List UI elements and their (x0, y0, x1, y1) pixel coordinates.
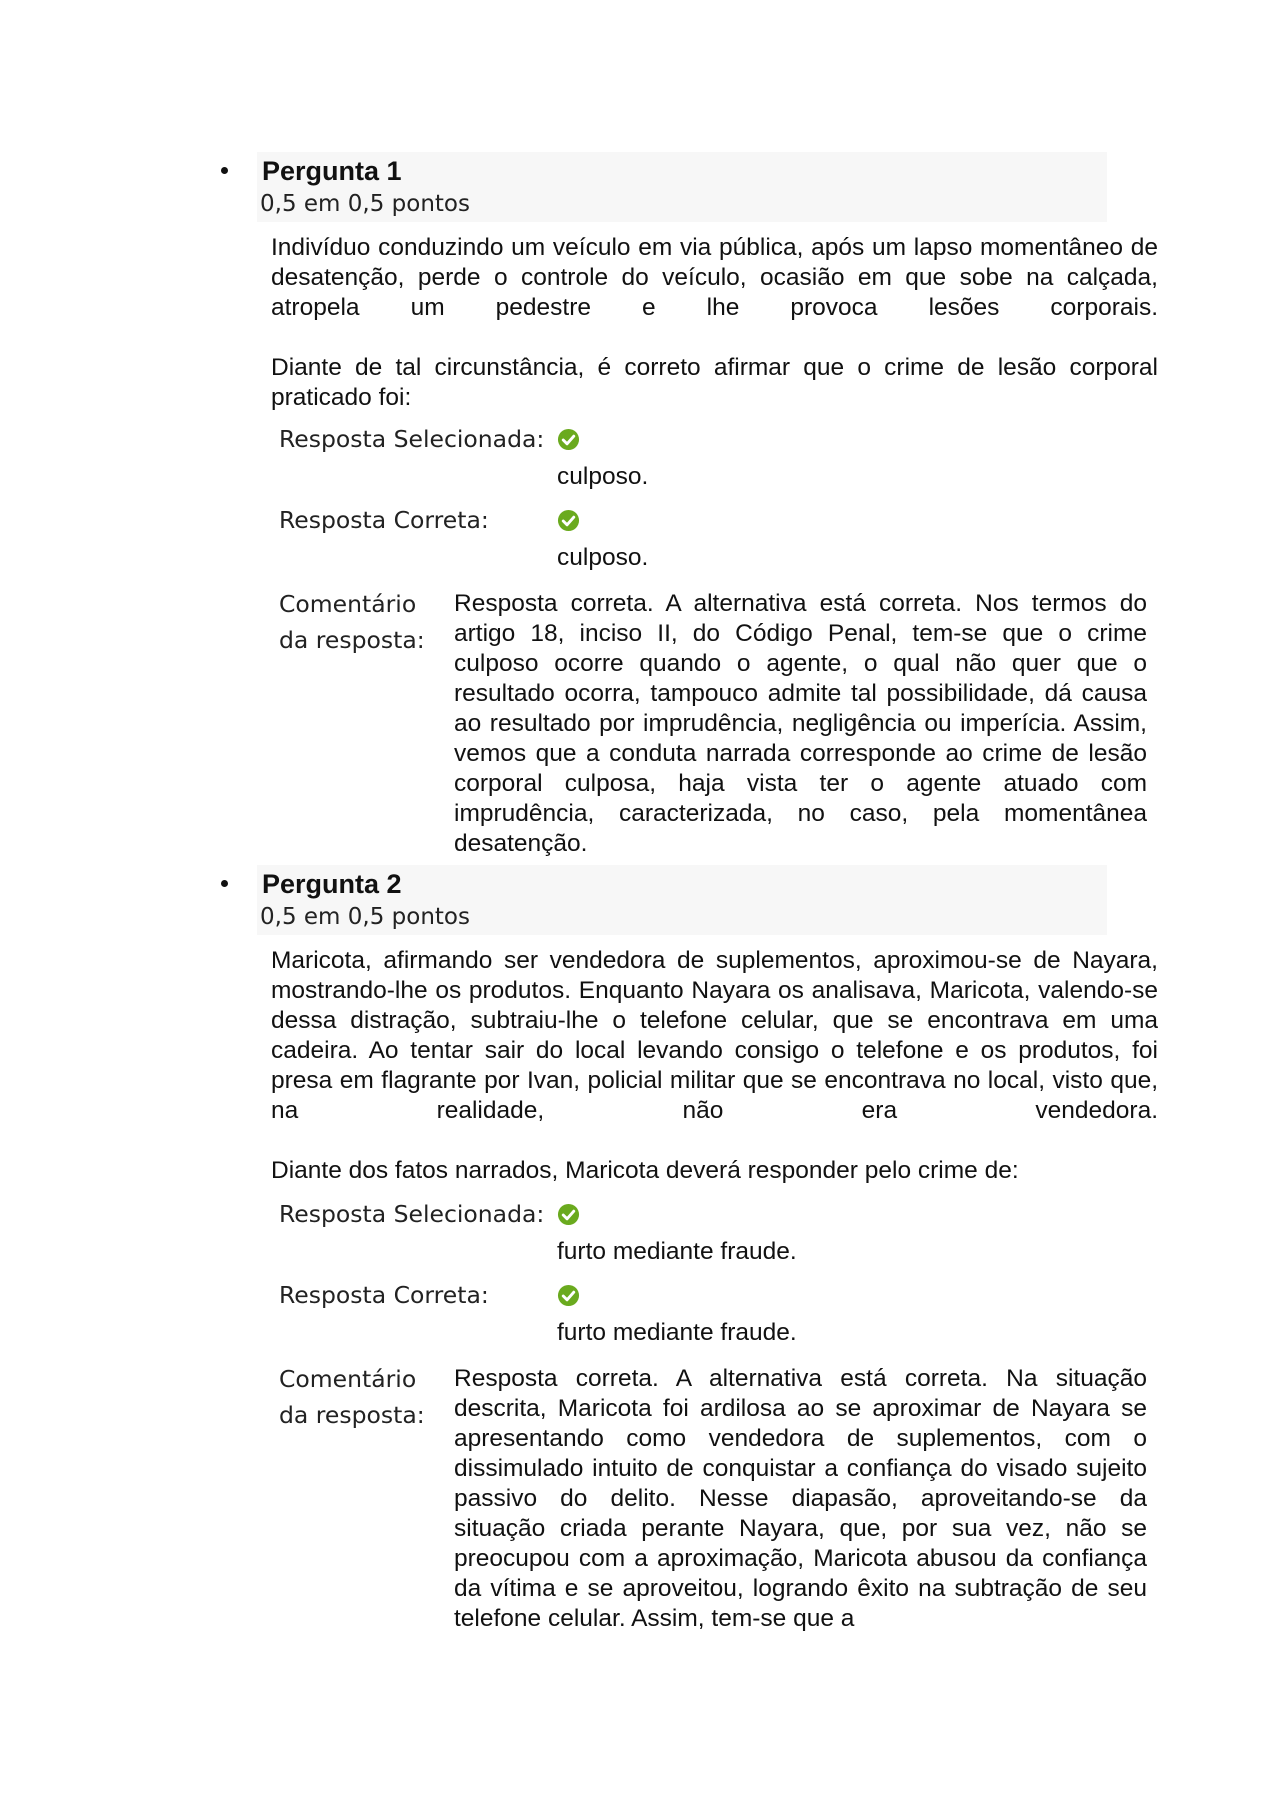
correct-answer-label: Resposta Correta: (279, 506, 489, 534)
comment-label: Comentário (279, 1365, 417, 1393)
check-circle-icon (557, 428, 580, 451)
correct-answer-label: Resposta Correta: (279, 1281, 489, 1309)
question-prompt: Diante de tal circunstância, é correto afirmar que o crime de lesão corporal praticado foi: (271, 354, 1158, 411)
check-circle-icon (557, 509, 580, 532)
check-circle-icon (557, 1284, 580, 1307)
correct-answer: culposo. (557, 544, 649, 571)
comment-label: Comentário (279, 590, 417, 618)
question-prompt: Diante dos fatos narrados, Maricota deverá responder pelo crime de: (271, 1157, 1019, 1184)
question-points: 0,5 em 0,5 pontos (260, 904, 470, 930)
check-circle-icon (557, 1203, 580, 1226)
question-title: Pergunta 1 (262, 156, 402, 186)
selected-answer: culposo. (557, 463, 649, 490)
question-title: Pergunta 2 (262, 869, 402, 899)
comment-label-line2: da resposta: (279, 626, 425, 654)
selected-answer-label: Resposta Selecionada: (279, 425, 545, 453)
question-statement: Indivíduo conduzindo um veículo em via pública, após um lapso momentâneo de desatenção, perde o controle do veículo, ocasião em que sobe na calçada, atropela um pedestre e lhe provoca lesões corporais. (271, 234, 1158, 321)
selected-answer: furto mediante fraude. (557, 1238, 797, 1265)
answer-comment: Resposta correta. A alternativa está correta. Nos termos do artigo 18, inciso II, do Código Penal, tem-se que o crime culposo ocorre quando o agente, o qual não quer que o resultado ocorra, tampouco admite tal possibilidade, dá causa ao resultado por imprudência, negligência ou imperícia. Assim, vemos que a conduta narrada corresponde ao crime de lesão corporal culposa, haja vista ter o agente atuado com imprudência, caracterizada, no caso, pela momentânea desatenção. (454, 590, 1147, 857)
bullet (221, 167, 228, 174)
bullet (221, 880, 228, 887)
question-text (271, 946, 1158, 1186)
answer-comment: Resposta correta. A alternativa está correta. Na situação descrita, Maricota foi ardilosa ao se aproximar de Nayara se apresentando como vendedora de suplementos, com o dissimulado intuito de conquistar a confiança do visado sujeito passivo do delito. Nesse diapasão, aproveitando-se da situação criada perante Nayara, que, por sua vez, não se preocupou com a aproximação, Maricota abusou da confiança da vítima e se aproveitou, logrando êxito na subtração de seu telefone celular. Assim, tem-se que a (454, 1365, 1147, 1632)
correct-answer: furto mediante fraude. (557, 1319, 797, 1346)
question-points: 0,5 em 0,5 pontos (260, 191, 470, 217)
selected-answer-label: Resposta Selecionada: (279, 1200, 545, 1228)
comment-label-line2: da resposta: (279, 1401, 425, 1429)
question-statement: Maricota, afirmando ser vendedora de suplementos, aproximou-se de Nayara, mostrando-lhe os produtos. Enquanto Nayara os analisava, Maricota, valendo-se dessa distração, subtraiu-lhe o telefone celular, que se encontrava em uma cadeira. Ao tentar sair do local levando consigo o telefone e os produtos, foi presa em flagrante por Ivan, policial militar que se encontrava no local, visto que, na realidade, não era vendedora. (271, 947, 1158, 1124)
question-text (271, 233, 1158, 413)
